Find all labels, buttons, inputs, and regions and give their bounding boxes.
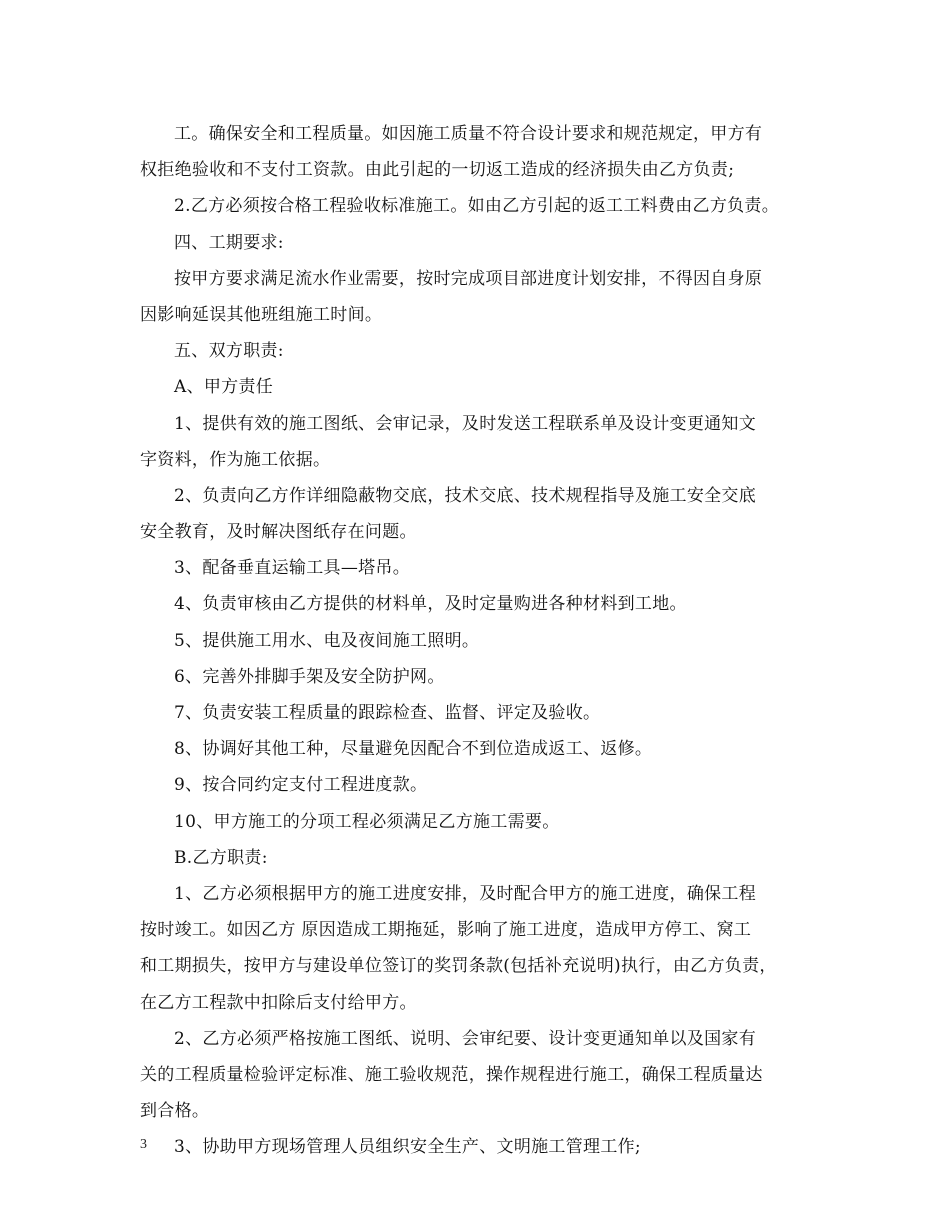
list-item-line: 和工期损失，按甲方与建设单位签订的奖罚条款(包括补充说明)执行，由乙方负责，: [140, 956, 777, 977]
list-item-line: 3、协助甲方现场管理人员组织安全生产、文明施工管理工作;: [174, 1137, 641, 1158]
list-item-line: 6、完善外排脚手架及安全防护网。: [174, 666, 445, 687]
subsection-heading: B.乙方职责:: [174, 847, 268, 868]
list-item-line: 1、乙方必须根据甲方的施工进度安排，及时配合甲方的施工进度，确保工程: [174, 883, 757, 904]
list-item-line: 4、负责审核由乙方提供的材料单，及时定量购进各种材料到工地。: [174, 594, 687, 615]
list-item-line: 1、提供有效的施工图纸、会审记录，及时发送工程联系单及设计变更通知文: [174, 413, 757, 434]
document-body: [140, 116, 820, 1165]
list-item-line: 2、乙方必须严格按施工图纸、说明、会审纪要、设计变更通知单以及国家有: [174, 1028, 757, 1049]
list-item-line: 10、甲方施工的分项工程必须满足乙方施工需要。: [174, 811, 560, 832]
section-heading: 五、双方职责:: [174, 341, 284, 362]
list-item-line: 9、按合同约定支付工程进度款。: [174, 775, 428, 796]
paragraph-line: 工。确保安全和工程质量。如因施工质量不符合设计要求和规范规定，甲方有: [174, 124, 763, 144]
paragraph-line: 因影响延误其他班组施工时间。: [140, 304, 383, 325]
list-item-line: 3、配备垂直运输工具—塔吊。: [174, 558, 411, 579]
list-item-line: 在乙方工程款中扣除后支付给甲方。: [140, 992, 417, 1013]
paragraph-line: 按甲方要求满足流水作业需要，按时完成项目部进度计划安排，不得因自身原: [174, 268, 763, 289]
list-item-line: 2、负责向乙方作详细隐蔽物交底，技术交底、技术规程指导及施工安全交底: [174, 485, 757, 506]
list-item-line: 按时竣工。如因乙方 原因造成工期拖延，影响了施工进度，造成甲方停工、窝工: [140, 920, 752, 941]
list-item-line: 8、协调好其他工种，尽量避免因配合不到位造成返工、返修。: [174, 739, 653, 760]
list-item-line: 字资料，作为施工依据。: [140, 449, 331, 470]
page-number: 3: [140, 1137, 147, 1152]
list-item-line: 到合格。: [140, 1101, 210, 1122]
list-item-line: 5、提供施工用水、电及夜间施工照明。: [174, 630, 480, 651]
list-item-line: 7、负责安装工程质量的跟踪检查、监督、评定及验收。: [174, 703, 601, 723]
section-heading: 四、工期要求:: [174, 232, 284, 253]
paragraph-line: 2.乙方必须按合格工程验收标准施工。如由乙方引起的返工工料费由乙方负责。: [174, 196, 780, 217]
paragraph-line: 权拒绝验收和不支付工资款。由此引起的一切返工造成的经济损失由乙方负责;: [140, 160, 735, 181]
list-item-line: 关的工程质量检验评定标准、施工验收规范，操作规程进行施工，确保工程质量达: [140, 1064, 763, 1085]
list-item-line: 安全教育，及时解决图纸存在问题。: [140, 522, 417, 543]
subsection-heading: A、甲方责任: [174, 377, 274, 398]
